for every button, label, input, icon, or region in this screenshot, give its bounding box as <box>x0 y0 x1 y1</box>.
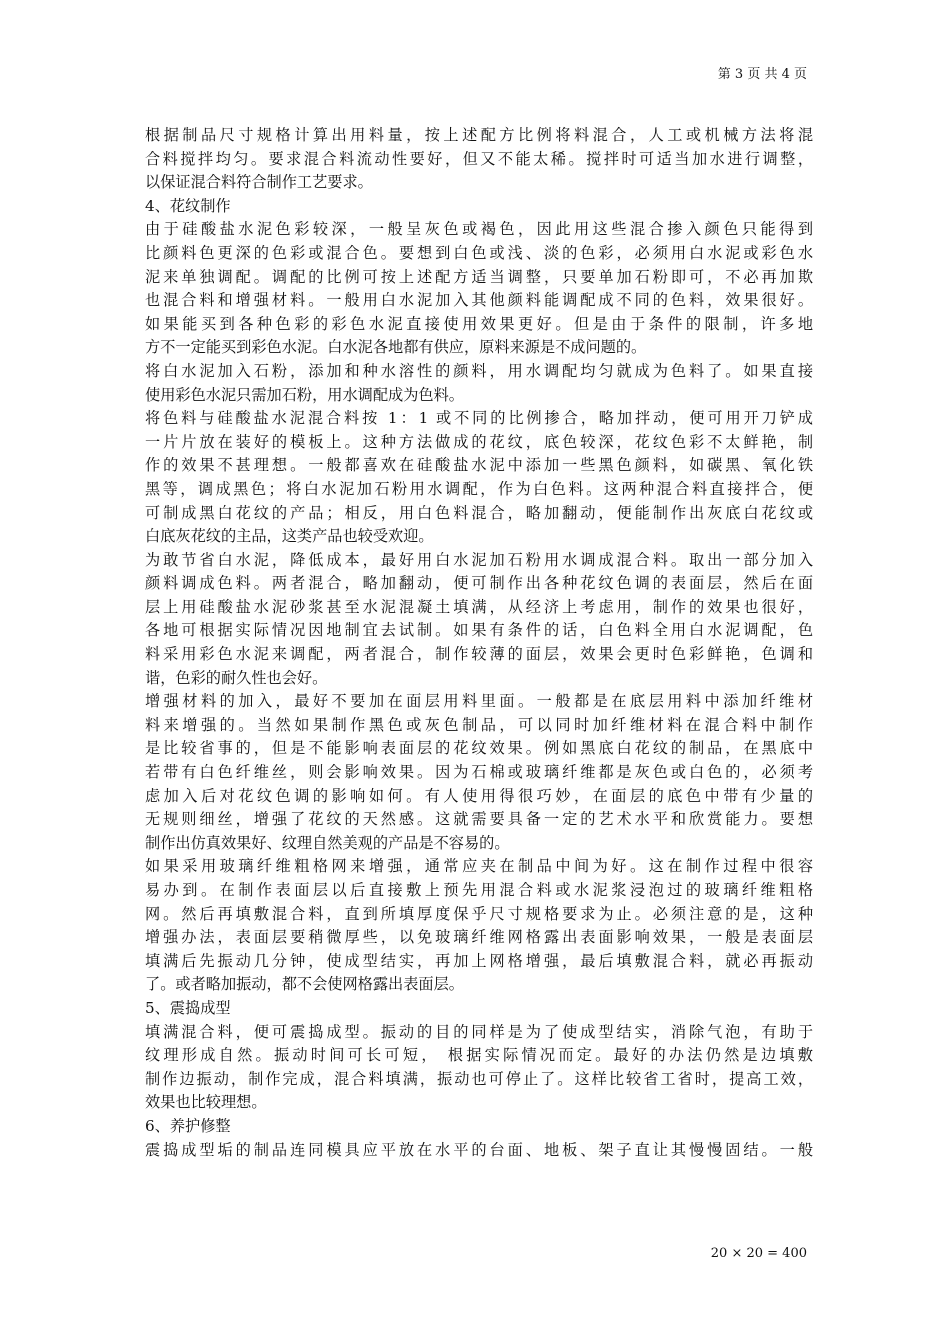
text-line: 比颜料色更深的色彩或混合色。要想到白色或浅、淡的色彩，必须用白水泥或彩色水 <box>145 243 813 262</box>
page-number-header: 第 3 页 共 4 页 <box>717 67 807 82</box>
text-line: 方不一定能买到彩色水泥。白水泥各地都有供应，原料来源是不成问题的。 <box>145 338 647 357</box>
text-line: 黑等，调成黑色；将白水泥加石粉用水调配，作为白色料。这两种混合料直接拌合，便 <box>145 479 813 498</box>
text-line: 可制成黑白花纹的产品；相反，用白色料混合，略加翻动，便能制作出灰底白花纹或 <box>145 503 813 522</box>
text-line: 填满后先振动几分钟，使成型结实，再加上网格增强，最后填敷混合料，就必再振动 <box>145 951 813 970</box>
text-line: 是比较省事的，但是不能影响表面层的花纹效果。例如黑底白花纹的制品，在黑底中 <box>145 739 813 758</box>
text-line: 网。然后再填敷混合料，直到所填厚度保乎尺寸规格要求为止。必须注意的是，这种 <box>145 904 813 923</box>
text-line: 若带有白色纤维丝，则会影响效果。因为石棉或玻璃纤维都是灰色或白色的，必须考 <box>145 763 813 782</box>
text-line: 纹理形成自然。振动时间可长可短， 根据实际情况而定。最好的办法仍然是边填敷 <box>145 1046 813 1065</box>
text-line: 虑加入后对花纹色调的影响如何。有人使用得很巧妙，在面层的底色中带有少量的 <box>145 786 813 805</box>
paragraph <box>145 1139 813 1163</box>
text-line: 根据制品尺寸规格计算出用料量，按上述配方比例将料混合，人工或机械方法将混 <box>145 126 813 144</box>
text-line: 如果能买到各种色彩的彩色水泥直接使用效果更好。但是由于条件的限制，许多地 <box>145 314 813 333</box>
text-line: 如果采用玻璃纤维粗格网来增强，通常应夹在制品中间为好。这在制作过程中很容 <box>145 857 813 876</box>
text-line: 无规则细丝，增强了花纹的天然感。这就需要具备一定的艺术水平和欣赏能力。要想 <box>145 810 813 829</box>
text-line: 填满混合料，便可震捣成型。振动的目的同样是为了使成型结实，消除气泡，有助于 <box>145 1022 813 1041</box>
text-line: 颜料调成色料。两者混合，略加翻动，便可制作出各种花纹色调的表面层，然后在面 <box>145 574 813 593</box>
paragraph <box>145 218 813 360</box>
text-line: 将色料与硅酸盐水泥混合料按 1：1 或不同的比例掺合，略加拌动，便可用开刀铲成 <box>145 409 813 428</box>
paragraph <box>145 1021 813 1115</box>
text-line: 震捣成型垢的制品连同模具应平放在水平的台面、地板、架子直让其慢慢固结。一般 <box>145 1140 813 1159</box>
text-line: 易办到。在制作表面层以后直接敷上预先用混合料或水泥浆浸泡过的玻璃纤维粗格 <box>145 881 813 899</box>
text-line: 效果也比较理想。 <box>145 1093 267 1112</box>
text-line: 使用彩色水泥只需加石粉，用水调配成为色料。 <box>145 385 464 404</box>
text-line: 增强办法，表面层要稍微厚些，以免玻璃纤维网格露出表面影响效果，一般是表面层 <box>145 928 813 947</box>
document-body <box>145 124 813 1162</box>
paragraph <box>145 360 813 407</box>
text-line: 制作出仿真效果好、纹理自然美观的产品是不容易的。 <box>145 833 510 852</box>
text-line: 层上用硅酸盐水泥砂浆甚至水泥混凝土填满，从经济上考虑用，制作的效果也很好， <box>145 597 813 616</box>
paragraph <box>145 407 813 549</box>
text-line: 一片片放在装好的模板上。这种方法做成的花纹，底色较深，花纹色彩不太鲜艳，制 <box>145 432 813 451</box>
text-line: 增强材料的加入，最好不要加在面层用料里面。一般都是在底层用料中添加纤维材 <box>145 692 813 711</box>
paragraph <box>145 690 813 855</box>
text-line: 为敢节省白水泥，降低成本，最好用白水泥加石粉用水调成混合料。取出一部分加入 <box>145 550 813 569</box>
section-heading: 5、震捣成型 <box>145 998 231 1017</box>
text-line: 谐，色彩的耐久性也会好。 <box>145 668 328 687</box>
text-line: 也混合料和增强材料。一般用白水泥加入其他颜料能调配成不同的色料，效果很好。 <box>145 291 813 310</box>
grid-count-footer: 20 × 20 = 400 <box>710 1246 807 1261</box>
text-line: 由于硅酸盐水泥色彩较深，一般呈灰色或褐色，因此用这些混合掺入颜色只能得到 <box>145 220 813 239</box>
text-line: 各地可根据实际情况因地制宜去试制。如果有条件的话，白色料全用白水泥调配，色 <box>145 621 813 640</box>
text-line: 料采用彩色水泥来调配，两者混合，制作较薄的面层，效果会更时色彩鲜艳，色调和 <box>145 645 813 664</box>
paragraph <box>145 855 813 997</box>
paragraph <box>145 549 813 691</box>
text-line: 作的效果不甚理想。一般都喜欢在硅酸盐水泥中添加一些黑色颜料，如碳黑、氧化铁 <box>145 456 813 475</box>
text-line: 合料搅拌均匀。要求混合料流动性要好，但又不能太稀。搅拌时可适当加水进行调整， <box>145 149 813 168</box>
text-line: 泥来单独调配。调配的比例可按上述配方适当调整，只要单加石粉即可，不必再加欺 <box>145 267 813 286</box>
text-line: 料来增强的。当然如果制作黑色或灰色制品，可以同时加纤维材料在混合料中制作 <box>145 715 813 734</box>
section-heading: 6、养护修整 <box>145 1116 231 1135</box>
paragraph <box>145 124 813 195</box>
text-line: 了。或者略加振动，都不会使网格露出表面层。 <box>145 975 464 994</box>
text-line: 以保证混合料符合制作工艺要求。 <box>145 173 373 192</box>
text-line: 将白水泥加入石粉，添加和种水溶性的颜料，用水调配均匀就成为色料了。如果直接 <box>145 361 813 380</box>
section-heading: 4、花纹制作 <box>145 196 231 215</box>
text-line: 制作边振动，制作完成，混合料填满，振动也可停止了。这样比较省工省时，提高工效， <box>145 1069 813 1088</box>
text-line: 白底灰花纹的主品，这类产品也较受欢迎。 <box>145 527 434 546</box>
